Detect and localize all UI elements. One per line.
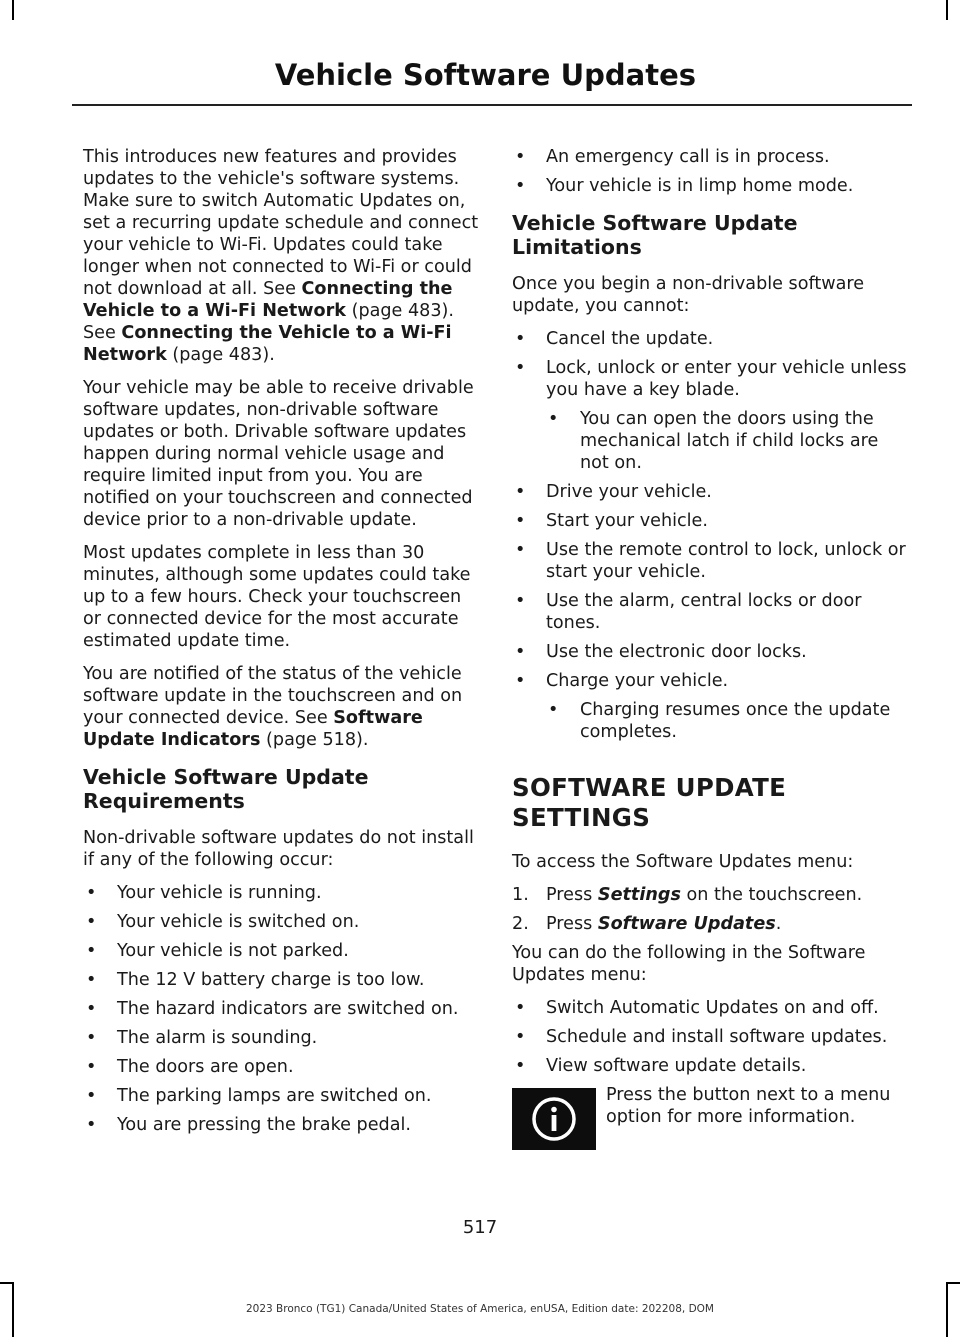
list-item: • Your vehicle is in limp home mode. [512, 175, 909, 197]
list-item: • Your vehicle is running. [83, 882, 480, 904]
list-item: • Use the alarm, central locks or door tones. [512, 590, 909, 634]
info-note [512, 1084, 909, 1184]
list-item: • The parking lamps are switched on. [83, 1085, 480, 1107]
crop-mark [12, 0, 14, 20]
settings-term: Settings [597, 885, 681, 905]
status-paragraph [83, 663, 480, 751]
list-item: • The 12 V battery charge is too low. [83, 969, 480, 991]
step-text: Press [546, 885, 598, 905]
list-item: • Schedule and install software updates. [512, 1026, 909, 1048]
list-item: • The alarm is sounding. [83, 1027, 480, 1049]
limitations-intro: Once you begin a non-drivable software update, you cannot: [512, 274, 865, 316]
duration-paragraph: Most updates complete in less than 30 minutes, although some updates could take up to a few hours. Check your touchscreen or connected device for the most accurate estimated update time. [83, 543, 471, 651]
list-item: • Switch Automatic Updates on and off. [512, 997, 909, 1019]
wifi-link-2[interactable]: Connecting the Vehicle to a Wi-Fi Network [83, 323, 452, 365]
crop-mark [946, 0, 948, 20]
step-item [512, 913, 909, 935]
info-circle-icon [531, 1096, 577, 1142]
footer-text: 2023 Bronco (TG1) Canada/United States of America, enUSA, Edition date: 202208, DOM [245, 1303, 714, 1315]
info-text: Press the button next to a menu option for more information. [606, 1085, 891, 1127]
left-column [83, 146, 480, 1143]
list-item: • Charge your vehicle. [512, 670, 909, 692]
header-divider [72, 104, 912, 106]
info-icon [512, 1088, 596, 1150]
list-item: • Lock, unlock or enter your vehicle unless you have a key blade. [512, 357, 909, 401]
indicators-link[interactable]: Software Update Indicators [83, 708, 423, 750]
access-intro: To access the Software Updates menu: [512, 852, 854, 872]
page-ref: (page 518). [260, 730, 369, 750]
list-item: • Use the electronic door locks. [512, 641, 909, 663]
list-item: • Use the remote control to lock, unlock or start your vehicle. [512, 539, 909, 583]
status-text: You are notified of the status of the vehicle software update in the touchscreen and on your connected device. See [83, 664, 463, 728]
sub-list-item: • Charging resumes once the update completes. [512, 699, 909, 743]
intro-paragraph [83, 146, 480, 366]
page-header-title: Vehicle Software Updates [274, 58, 696, 92]
list-item: • Your vehicle is switched on. [83, 911, 480, 933]
list-item: • An emergency call is in process. [512, 146, 909, 168]
list-item: • The hazard indicators are switched on. [83, 998, 480, 1020]
step-text: Press [546, 914, 598, 934]
drivable-paragraph: Your vehicle may be able to receive drivable software updates, non-drivable software updates or both. Drivable software updates happen during normal vehicle usage and require limited input from you. You are notified on your touchscreen and connected device prior to a non-drivable update. [83, 378, 474, 530]
wifi-link-1[interactable]: Connecting the Vehicle to a Wi-Fi Network [83, 279, 453, 321]
page-ref: (page 483). See [83, 301, 455, 343]
software-updates-term: Software Updates [597, 914, 776, 934]
settings-heading: SOFTWARE UPDATE SETTINGS [512, 773, 787, 832]
requirements-heading: Vehicle Software Update Requirements [83, 765, 369, 813]
limitations-list [512, 328, 909, 743]
sub-list-item: • You can open the doors using the mechanical latch if child locks are not on. [512, 408, 909, 474]
menu-intro: You can do the following in the Software Updates menu: [512, 943, 866, 985]
requirements-list [83, 882, 480, 1136]
page-ref: (page 483). [166, 345, 275, 365]
requirements-list-continued [512, 146, 909, 197]
right-column [512, 146, 909, 1184]
steps-list [512, 884, 909, 935]
requirements-intro: Non-drivable software updates do not install if any of the following occur: [83, 828, 474, 870]
list-item: • View software update details. [512, 1055, 909, 1077]
menu-list [512, 997, 909, 1077]
step-number: 1. [512, 885, 529, 905]
list-item: • Drive your vehicle. [512, 481, 909, 503]
list-item: • Cancel the update. [512, 328, 909, 350]
page-number: 517 [462, 1217, 498, 1238]
intro-text: This introduces new features and provides updates to the vehicle's software systems. Make sure to switch Automatic Updates on, set a recurring update schedule and connect your vehicle to Wi-Fi. Updates could take longer when not connected to Wi-Fi or could not download at all. See [83, 147, 479, 299]
step-text: on the touchscreen. [680, 885, 863, 905]
crop-mark [946, 1282, 960, 1284]
list-item: • The doors are open. [83, 1056, 480, 1078]
step-item [512, 884, 909, 906]
list-item: • Your vehicle is not parked. [83, 940, 480, 962]
step-number: 2. [512, 914, 529, 934]
limitations-heading: Vehicle Software Update Limitations [512, 211, 798, 259]
list-item: • Start your vehicle. [512, 510, 909, 532]
list-item: • You are pressing the brake pedal. [83, 1114, 480, 1136]
step-text: . [775, 914, 782, 934]
